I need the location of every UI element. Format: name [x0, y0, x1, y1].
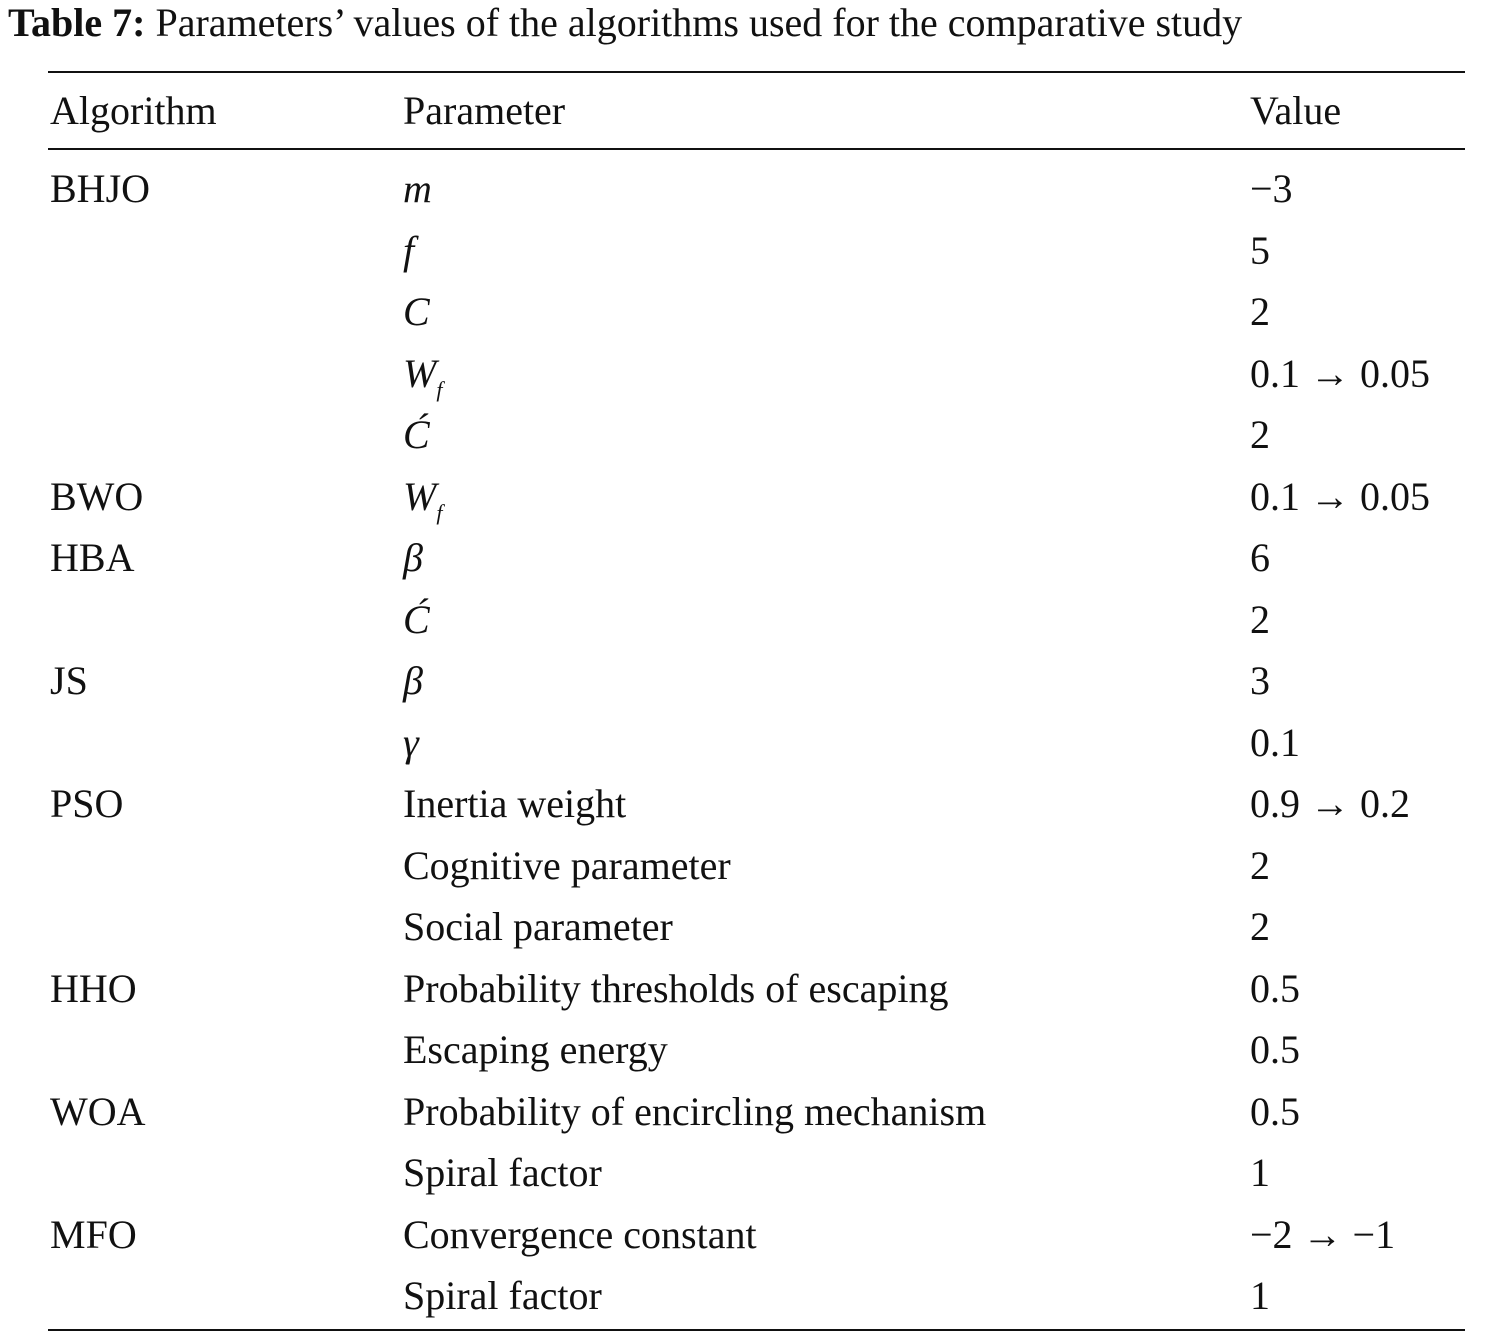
cell-algorithm: BHJO	[50, 166, 151, 211]
table-row	[0, 404, 1500, 466]
table-row	[0, 1204, 1500, 1266]
table-row	[0, 1081, 1500, 1143]
cell-algorithm: JS	[50, 658, 88, 703]
cell-value: 2	[1250, 596, 1270, 642]
cell-parameter: Inertia weight	[403, 781, 627, 826]
table-caption	[8, 0, 1242, 46]
cell-value: −3	[1250, 166, 1293, 211]
top-rule	[48, 71, 1465, 73]
cell-parameter: Spiral factor	[403, 1273, 602, 1318]
cell-value: 2	[1250, 412, 1270, 457]
cell-value: 2	[1250, 842, 1270, 888]
parameter-subscript: f	[436, 499, 443, 525]
table-row	[0, 466, 1500, 528]
cell-algorithm: BWO	[50, 473, 144, 519]
table-row	[0, 220, 1500, 282]
header-algorithm: Algorithm	[50, 88, 217, 133]
cell-parameter: Cognitive parameter	[403, 842, 731, 888]
table-row	[0, 589, 1500, 651]
cell-parameter	[403, 281, 430, 343]
cell-algorithm: HHO	[50, 965, 137, 1011]
cell-parameter	[403, 158, 432, 220]
table-row	[0, 158, 1500, 220]
parameter-symbol: W	[403, 350, 437, 396]
cell-parameter	[403, 527, 423, 589]
cell-value: 0.5	[1250, 1088, 1300, 1134]
table-row	[0, 773, 1500, 835]
cell-value: 2	[1250, 904, 1270, 949]
cell-parameter	[403, 650, 423, 712]
cell-value: 1	[1250, 1150, 1270, 1195]
table-caption-text: Parameters’ values of the algorithms used for the comparative study	[155, 0, 1243, 45]
table-row	[0, 1142, 1500, 1204]
table-row	[0, 1265, 1500, 1327]
cell-value: −2 → −1	[1250, 1211, 1396, 1257]
parameter-symbol: W	[403, 473, 437, 519]
cell-value: 5	[1250, 227, 1270, 273]
table-caption-label: Table 7:	[8, 0, 146, 45]
table-row	[0, 1019, 1500, 1081]
cell-parameter: Probability of encircling mechanism	[403, 1088, 987, 1134]
table-row	[0, 712, 1500, 774]
cell-parameter: Escaping energy	[403, 1027, 668, 1072]
table-row	[0, 343, 1500, 405]
table-row	[0, 527, 1500, 589]
parameter-symbol: β	[403, 535, 423, 580]
parameter-symbol: f	[403, 227, 415, 273]
table-row	[0, 650, 1500, 712]
cell-parameter	[403, 404, 430, 466]
parameter-symbol: γ	[403, 719, 419, 765]
cell-algorithm: WOA	[50, 1088, 146, 1134]
cell-algorithm: HBA	[50, 535, 135, 580]
header-value: Value	[1250, 88, 1342, 133]
cell-value: 0.5	[1250, 965, 1300, 1011]
table-header-row	[0, 80, 1500, 142]
table-row	[0, 281, 1500, 343]
cell-parameter: Convergence constant	[403, 1211, 757, 1257]
cell-value: 6	[1250, 535, 1270, 580]
parameter-symbol: m	[403, 166, 432, 211]
header-rule	[48, 148, 1465, 150]
cell-parameter	[403, 220, 414, 282]
parameter-symbol: β	[403, 658, 423, 703]
header-parameter: Parameter	[403, 88, 566, 133]
cell-value: 2	[1250, 289, 1270, 334]
cell-value: 0.1 → 0.05	[1250, 350, 1430, 396]
bottom-rule	[48, 1329, 1465, 1331]
parameter-subscript: f	[436, 376, 443, 402]
cell-value: 1	[1250, 1273, 1270, 1318]
cell-parameter: Spiral factor	[403, 1150, 602, 1195]
cell-value: 0.5	[1250, 1027, 1300, 1072]
parameter-symbol: Ć	[403, 412, 430, 457]
table-row	[0, 835, 1500, 897]
cell-parameter: Probability thresholds of escaping	[403, 965, 949, 1011]
cell-value: 0.1	[1250, 719, 1300, 765]
cell-algorithm: PSO	[50, 781, 124, 826]
cell-parameter: Social parameter	[403, 904, 673, 949]
cell-algorithm: MFO	[50, 1211, 137, 1257]
cell-value: 0.9 → 0.2	[1250, 781, 1410, 826]
cell-value: 3	[1250, 658, 1270, 703]
table-row	[0, 896, 1500, 958]
cell-parameter	[403, 589, 430, 651]
parameter-symbol: C	[403, 289, 430, 334]
table-row	[0, 958, 1500, 1020]
cell-value: 0.1 → 0.05	[1250, 473, 1430, 519]
parameter-symbol: Ć	[403, 596, 430, 642]
cell-parameter	[403, 712, 419, 774]
